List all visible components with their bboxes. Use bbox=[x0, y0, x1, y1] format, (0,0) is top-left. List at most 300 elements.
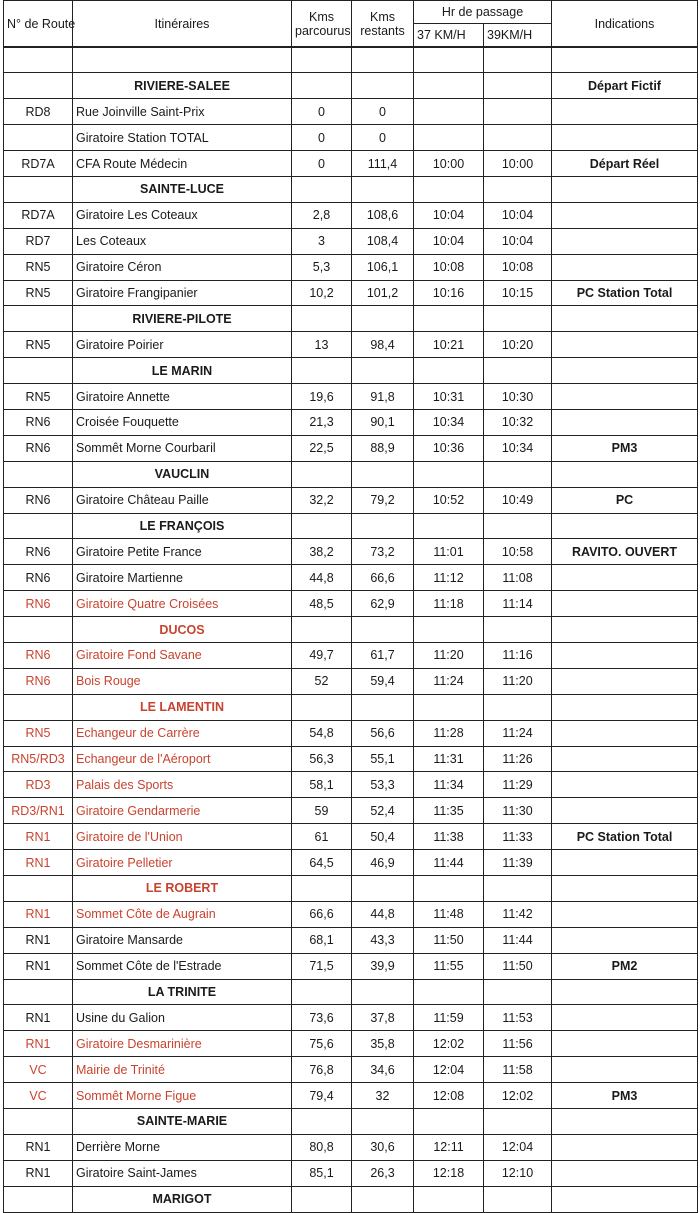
time-37-cell: 10:31 bbox=[414, 384, 484, 410]
time-37-cell bbox=[414, 694, 484, 720]
indications-cell bbox=[552, 176, 698, 202]
kms-restants-cell bbox=[352, 358, 414, 384]
kms-restants-cell: 90,1 bbox=[352, 409, 414, 435]
indications-cell bbox=[552, 591, 698, 617]
kms-restants-cell: 0 bbox=[352, 125, 414, 151]
itineraire-cell: Giratoire Station TOTAL bbox=[73, 125, 292, 151]
itineraire-cell: Sommêt Morne Courbaril bbox=[73, 435, 292, 461]
table-row bbox=[4, 720, 698, 746]
kms-parcourus-cell bbox=[292, 73, 352, 99]
table-row bbox=[4, 1005, 698, 1031]
time-37-cell: 11:35 bbox=[414, 798, 484, 824]
route-cell: RN5 bbox=[4, 332, 73, 358]
route-cell bbox=[4, 876, 73, 902]
itineraire-cell: Les Coteaux bbox=[73, 228, 292, 254]
table-row bbox=[4, 953, 698, 979]
table-row bbox=[4, 151, 698, 177]
kms-parcourus-cell: 38,2 bbox=[292, 539, 352, 565]
time-39-cell: 11:20 bbox=[484, 668, 552, 694]
table-row bbox=[4, 409, 698, 435]
time-39-cell: 11:44 bbox=[484, 927, 552, 953]
kms-parcourus-cell: 66,6 bbox=[292, 901, 352, 927]
kms-parcourus-cell bbox=[292, 876, 352, 902]
itineraire-cell: VAUCLIN bbox=[73, 461, 292, 487]
indications-cell: PC Station Total bbox=[552, 824, 698, 850]
section-row bbox=[4, 694, 698, 720]
table-row bbox=[4, 99, 698, 125]
time-39-cell: 11:14 bbox=[484, 591, 552, 617]
time-37-cell: 10:04 bbox=[414, 202, 484, 228]
route-cell: RN1 bbox=[4, 901, 73, 927]
table-row bbox=[4, 1057, 698, 1083]
kms-parcourus-cell: 52 bbox=[292, 668, 352, 694]
kms-restants-cell bbox=[352, 513, 414, 539]
route-cell: VC bbox=[4, 1083, 73, 1109]
header-hr-passage: Hr de passage bbox=[414, 1, 552, 24]
itineraire-cell: Giratoire Frangipanier bbox=[73, 280, 292, 306]
time-39-cell: 11:26 bbox=[484, 746, 552, 772]
kms-restants-cell: 108,4 bbox=[352, 228, 414, 254]
table-row bbox=[4, 901, 698, 927]
kms-restants-cell: 55,1 bbox=[352, 746, 414, 772]
time-37-cell: 11:50 bbox=[414, 927, 484, 953]
itineraire-cell: SAINTE-MARIE bbox=[73, 1109, 292, 1135]
itineraire-cell: LE FRANÇOIS bbox=[73, 513, 292, 539]
section-row bbox=[4, 461, 698, 487]
route-cell bbox=[4, 1109, 73, 1135]
section-row bbox=[4, 876, 698, 902]
separator-cell bbox=[292, 47, 352, 73]
kms-restants-cell bbox=[352, 176, 414, 202]
kms-restants-cell bbox=[352, 461, 414, 487]
kms-restants-cell bbox=[352, 617, 414, 643]
kms-parcourus-cell bbox=[292, 979, 352, 1005]
time-39-cell: 11:33 bbox=[484, 824, 552, 850]
time-39-cell: 11:53 bbox=[484, 1005, 552, 1031]
time-37-cell bbox=[414, 73, 484, 99]
time-37-cell: 12:04 bbox=[414, 1057, 484, 1083]
time-37-cell: 10:04 bbox=[414, 228, 484, 254]
indications-cell bbox=[552, 1057, 698, 1083]
time-39-cell: 11:56 bbox=[484, 1031, 552, 1057]
indications-cell bbox=[552, 876, 698, 902]
time-37-cell: 11:12 bbox=[414, 565, 484, 591]
table-row bbox=[4, 125, 698, 151]
table-body bbox=[4, 47, 698, 1212]
route-cell: RN6 bbox=[4, 642, 73, 668]
table-row bbox=[4, 280, 698, 306]
time-39-cell: 11:30 bbox=[484, 798, 552, 824]
itineraire-cell: LE MARIN bbox=[73, 358, 292, 384]
kms-parcourus-cell: 64,5 bbox=[292, 850, 352, 876]
time-37-cell: 12:18 bbox=[414, 1160, 484, 1186]
kms-parcourus-cell: 76,8 bbox=[292, 1057, 352, 1083]
section-row bbox=[4, 1186, 698, 1212]
itineraire-cell: DUCOS bbox=[73, 617, 292, 643]
table-row bbox=[4, 435, 698, 461]
time-39-cell: 10:34 bbox=[484, 435, 552, 461]
kms-parcourus-cell: 85,1 bbox=[292, 1160, 352, 1186]
itineraire-cell: Sommêt Morne Figue bbox=[73, 1083, 292, 1109]
time-37-cell: 11:38 bbox=[414, 824, 484, 850]
itineraire-cell: Echangeur de Carrère bbox=[73, 720, 292, 746]
indications-cell bbox=[552, 409, 698, 435]
time-37-cell: 11:01 bbox=[414, 539, 484, 565]
indications-cell bbox=[552, 99, 698, 125]
time-39-cell: 11:08 bbox=[484, 565, 552, 591]
itineraire-cell: Croisée Fouquette bbox=[73, 409, 292, 435]
separator-cell bbox=[4, 47, 73, 73]
kms-parcourus-cell: 75,6 bbox=[292, 1031, 352, 1057]
kms-parcourus-cell: 13 bbox=[292, 332, 352, 358]
header-indications: Indications bbox=[552, 1, 698, 48]
time-37-cell: 11:24 bbox=[414, 668, 484, 694]
route-cell: RN1 bbox=[4, 953, 73, 979]
kms-parcourus-cell: 10,2 bbox=[292, 280, 352, 306]
time-39-cell: 10:58 bbox=[484, 539, 552, 565]
table-row bbox=[4, 824, 698, 850]
kms-restants-cell: 39,9 bbox=[352, 953, 414, 979]
itineraire-cell: Giratoire Desmarinière bbox=[73, 1031, 292, 1057]
kms-parcourus-cell bbox=[292, 1186, 352, 1212]
route-cell bbox=[4, 73, 73, 99]
kms-restants-cell: 91,8 bbox=[352, 384, 414, 410]
section-row bbox=[4, 73, 698, 99]
time-39-cell bbox=[484, 358, 552, 384]
route-cell bbox=[4, 617, 73, 643]
time-39-cell: 10:49 bbox=[484, 487, 552, 513]
time-37-cell bbox=[414, 461, 484, 487]
kms-restants-cell: 32 bbox=[352, 1083, 414, 1109]
itineraire-cell: Giratoire Petite France bbox=[73, 539, 292, 565]
table-row bbox=[4, 772, 698, 798]
table-row bbox=[4, 1083, 698, 1109]
kms-restants-cell: 34,6 bbox=[352, 1057, 414, 1083]
itineraire-cell: Giratoire Poirier bbox=[73, 332, 292, 358]
itineraire-cell: Giratoire Les Coteaux bbox=[73, 202, 292, 228]
table-row bbox=[4, 565, 698, 591]
time-39-cell bbox=[484, 979, 552, 1005]
itineraire-cell: Giratoire de l'Union bbox=[73, 824, 292, 850]
kms-parcourus-cell: 2,8 bbox=[292, 202, 352, 228]
itineraire-cell: Giratoire Quatre Croisées bbox=[73, 591, 292, 617]
kms-parcourus-cell: 79,4 bbox=[292, 1083, 352, 1109]
kms-parcourus-cell: 59 bbox=[292, 798, 352, 824]
kms-parcourus-cell bbox=[292, 461, 352, 487]
section-row bbox=[4, 1109, 698, 1135]
time-39-cell bbox=[484, 125, 552, 151]
route-cell: RD7 bbox=[4, 228, 73, 254]
time-37-cell: 12:11 bbox=[414, 1134, 484, 1160]
kms-restants-cell: 52,4 bbox=[352, 798, 414, 824]
indications-cell: PC Station Total bbox=[552, 280, 698, 306]
kms-parcourus-cell: 68,1 bbox=[292, 927, 352, 953]
kms-parcourus-cell: 71,5 bbox=[292, 953, 352, 979]
time-39-cell bbox=[484, 306, 552, 332]
time-39-cell: 11:16 bbox=[484, 642, 552, 668]
kms-parcourus-cell: 61 bbox=[292, 824, 352, 850]
indications-cell: PM3 bbox=[552, 435, 698, 461]
separator-cell bbox=[552, 47, 698, 73]
itineraire-cell: Giratoire Mansarde bbox=[73, 927, 292, 953]
kms-parcourus-cell bbox=[292, 358, 352, 384]
table-row bbox=[4, 1160, 698, 1186]
kms-parcourus-cell: 5,3 bbox=[292, 254, 352, 280]
time-39-cell bbox=[484, 461, 552, 487]
kms-restants-cell: 53,3 bbox=[352, 772, 414, 798]
route-cell: RN1 bbox=[4, 1005, 73, 1031]
section-row bbox=[4, 617, 698, 643]
indications-cell bbox=[552, 1160, 698, 1186]
time-39-cell: 10:30 bbox=[484, 384, 552, 410]
indications-cell: Départ Fictif bbox=[552, 73, 698, 99]
route-cell: RD7A bbox=[4, 151, 73, 177]
header-route: N° de Route bbox=[4, 1, 73, 48]
kms-restants-cell: 79,2 bbox=[352, 487, 414, 513]
table-row bbox=[4, 746, 698, 772]
kms-parcourus-cell bbox=[292, 176, 352, 202]
table-row bbox=[4, 850, 698, 876]
section-row bbox=[4, 176, 698, 202]
itineraire-cell: Bois Rouge bbox=[73, 668, 292, 694]
itineraire-cell: MARIGOT bbox=[73, 1186, 292, 1212]
time-37-cell bbox=[414, 99, 484, 125]
kms-restants-cell bbox=[352, 694, 414, 720]
indications-cell bbox=[552, 798, 698, 824]
section-row bbox=[4, 306, 698, 332]
header-kms-restants-line1: Kms bbox=[370, 9, 395, 24]
time-39-cell: 10:08 bbox=[484, 254, 552, 280]
time-39-cell bbox=[484, 176, 552, 202]
indications-cell bbox=[552, 1109, 698, 1135]
table-row bbox=[4, 798, 698, 824]
table-row bbox=[4, 668, 698, 694]
route-cell bbox=[4, 176, 73, 202]
time-39-cell: 10:32 bbox=[484, 409, 552, 435]
kms-parcourus-cell: 73,6 bbox=[292, 1005, 352, 1031]
time-37-cell: 10:52 bbox=[414, 487, 484, 513]
route-cell: RN6 bbox=[4, 539, 73, 565]
time-37-cell: 11:31 bbox=[414, 746, 484, 772]
indications-cell bbox=[552, 1005, 698, 1031]
kms-restants-cell: 62,9 bbox=[352, 591, 414, 617]
kms-parcourus-cell: 22,5 bbox=[292, 435, 352, 461]
indications-cell bbox=[552, 1134, 698, 1160]
kms-parcourus-cell: 54,8 bbox=[292, 720, 352, 746]
time-39-cell bbox=[484, 99, 552, 125]
separator-cell bbox=[484, 47, 552, 73]
itineraire-cell: RIVIERE-PILOTE bbox=[73, 306, 292, 332]
indications-cell: RAVITO. OUVERT bbox=[552, 539, 698, 565]
indications-cell bbox=[552, 332, 698, 358]
route-cell: RN5 bbox=[4, 254, 73, 280]
route-cell bbox=[4, 306, 73, 332]
kms-parcourus-cell: 32,2 bbox=[292, 487, 352, 513]
kms-restants-cell: 56,6 bbox=[352, 720, 414, 746]
indications-cell bbox=[552, 228, 698, 254]
header-speed-39: 39KM/H bbox=[484, 24, 552, 48]
header-speed-37: 37 KM/H bbox=[414, 24, 484, 48]
table-row bbox=[4, 591, 698, 617]
indications-cell bbox=[552, 642, 698, 668]
kms-restants-cell: 26,3 bbox=[352, 1160, 414, 1186]
route-cell: RN1 bbox=[4, 1134, 73, 1160]
itineraire-cell: CFA Route Médecin bbox=[73, 151, 292, 177]
kms-restants-cell: 30,6 bbox=[352, 1134, 414, 1160]
route-cell: RN6 bbox=[4, 435, 73, 461]
route-cell: RN5 bbox=[4, 384, 73, 410]
kms-parcourus-cell bbox=[292, 513, 352, 539]
table-row bbox=[4, 642, 698, 668]
route-cell: RN6 bbox=[4, 668, 73, 694]
kms-parcourus-cell: 49,7 bbox=[292, 642, 352, 668]
kms-restants-cell: 106,1 bbox=[352, 254, 414, 280]
route-cell: RN5 bbox=[4, 280, 73, 306]
kms-parcourus-cell: 3 bbox=[292, 228, 352, 254]
kms-restants-cell: 50,4 bbox=[352, 824, 414, 850]
kms-parcourus-cell: 19,6 bbox=[292, 384, 352, 410]
kms-restants-cell bbox=[352, 979, 414, 1005]
time-39-cell bbox=[484, 694, 552, 720]
time-39-cell: 10:15 bbox=[484, 280, 552, 306]
itineraire-cell: Rue Joinville Saint-Prix bbox=[73, 99, 292, 125]
kms-parcourus-cell: 44,8 bbox=[292, 565, 352, 591]
itineraire-cell: RIVIERE-SALEE bbox=[73, 73, 292, 99]
kms-parcourus-cell: 0 bbox=[292, 99, 352, 125]
indications-cell bbox=[552, 513, 698, 539]
time-37-cell bbox=[414, 176, 484, 202]
route-cell bbox=[4, 461, 73, 487]
time-37-cell: 11:44 bbox=[414, 850, 484, 876]
route-cell: RN5/RD3 bbox=[4, 746, 73, 772]
itineraire-cell: Giratoire Pelletier bbox=[73, 850, 292, 876]
route-cell: VC bbox=[4, 1057, 73, 1083]
route-cell bbox=[4, 1186, 73, 1212]
indications-cell bbox=[552, 850, 698, 876]
route-cell: RN1 bbox=[4, 824, 73, 850]
header-kms-restants-line2: restants bbox=[360, 23, 405, 38]
time-37-cell: 10:21 bbox=[414, 332, 484, 358]
time-39-cell bbox=[484, 1109, 552, 1135]
itineraire-cell: Giratoire Saint-James bbox=[73, 1160, 292, 1186]
itineraire-cell: Derrière Morne bbox=[73, 1134, 292, 1160]
kms-parcourus-cell: 58,1 bbox=[292, 772, 352, 798]
time-37-cell: 11:18 bbox=[414, 591, 484, 617]
kms-restants-cell bbox=[352, 306, 414, 332]
kms-restants-cell: 101,2 bbox=[352, 280, 414, 306]
kms-restants-cell: 61,7 bbox=[352, 642, 414, 668]
itineraire-cell: SAINTE-LUCE bbox=[73, 176, 292, 202]
time-37-cell bbox=[414, 617, 484, 643]
time-37-cell: 12:02 bbox=[414, 1031, 484, 1057]
table-row bbox=[4, 539, 698, 565]
route-cell: RN5 bbox=[4, 720, 73, 746]
indications-cell bbox=[552, 384, 698, 410]
kms-restants-cell: 35,8 bbox=[352, 1031, 414, 1057]
time-39-cell: 11:58 bbox=[484, 1057, 552, 1083]
time-37-cell: 10:36 bbox=[414, 435, 484, 461]
route-cell bbox=[4, 358, 73, 384]
indications-cell: PC bbox=[552, 487, 698, 513]
time-37-cell: 11:28 bbox=[414, 720, 484, 746]
time-37-cell: 12:08 bbox=[414, 1083, 484, 1109]
indications-cell bbox=[552, 720, 698, 746]
time-37-cell: 10:16 bbox=[414, 280, 484, 306]
kms-parcourus-cell: 56,3 bbox=[292, 746, 352, 772]
separator-cell bbox=[352, 47, 414, 73]
kms-restants-cell: 98,4 bbox=[352, 332, 414, 358]
route-cell: RN1 bbox=[4, 927, 73, 953]
itineraire-cell: LA TRINITE bbox=[73, 979, 292, 1005]
section-row bbox=[4, 358, 698, 384]
indications-cell: PM2 bbox=[552, 953, 698, 979]
kms-parcourus-cell: 0 bbox=[292, 151, 352, 177]
time-37-cell: 11:55 bbox=[414, 953, 484, 979]
route-cell bbox=[4, 513, 73, 539]
time-39-cell: 11:39 bbox=[484, 850, 552, 876]
time-39-cell: 10:00 bbox=[484, 151, 552, 177]
separator-cell bbox=[414, 47, 484, 73]
time-39-cell: 10:04 bbox=[484, 202, 552, 228]
indications-cell bbox=[552, 202, 698, 228]
table-row bbox=[4, 332, 698, 358]
time-37-cell bbox=[414, 979, 484, 1005]
indications-cell bbox=[552, 772, 698, 798]
header-itineraire: Itinéraires bbox=[73, 1, 292, 48]
table-row bbox=[4, 1031, 698, 1057]
time-39-cell: 12:04 bbox=[484, 1134, 552, 1160]
indications-cell: Départ Réel bbox=[552, 151, 698, 177]
kms-parcourus-cell: 48,5 bbox=[292, 591, 352, 617]
time-37-cell bbox=[414, 876, 484, 902]
table-row bbox=[4, 254, 698, 280]
indications-cell bbox=[552, 694, 698, 720]
table-row bbox=[4, 228, 698, 254]
indications-cell bbox=[552, 254, 698, 280]
route-cell: RN6 bbox=[4, 409, 73, 435]
time-37-cell: 10:34 bbox=[414, 409, 484, 435]
time-37-cell: 11:59 bbox=[414, 1005, 484, 1031]
time-37-cell bbox=[414, 306, 484, 332]
indications-cell bbox=[552, 668, 698, 694]
table-row bbox=[4, 927, 698, 953]
route-cell bbox=[4, 694, 73, 720]
time-37-cell: 10:08 bbox=[414, 254, 484, 280]
time-39-cell bbox=[484, 876, 552, 902]
time-39-cell bbox=[484, 513, 552, 539]
indications-cell bbox=[552, 306, 698, 332]
kms-restants-cell: 44,8 bbox=[352, 901, 414, 927]
indications-cell bbox=[552, 1186, 698, 1212]
route-cell: RN6 bbox=[4, 591, 73, 617]
time-39-cell bbox=[484, 617, 552, 643]
kms-restants-cell bbox=[352, 73, 414, 99]
indications-cell: PM3 bbox=[552, 1083, 698, 1109]
roadbook-table bbox=[3, 0, 698, 1213]
time-37-cell bbox=[414, 1109, 484, 1135]
kms-restants-cell: 88,9 bbox=[352, 435, 414, 461]
header-kms-parcourus-line2: parcourus bbox=[295, 23, 351, 38]
header-kms-parcourus-line1: Kms bbox=[309, 9, 334, 24]
time-39-cell: 11:24 bbox=[484, 720, 552, 746]
section-row bbox=[4, 513, 698, 539]
time-39-cell: 12:10 bbox=[484, 1160, 552, 1186]
itineraire-cell: Giratoire Château Paille bbox=[73, 487, 292, 513]
itineraire-cell: Usine du Galion bbox=[73, 1005, 292, 1031]
route-cell: RD3/RN1 bbox=[4, 798, 73, 824]
time-39-cell bbox=[484, 73, 552, 99]
time-39-cell: 11:50 bbox=[484, 953, 552, 979]
